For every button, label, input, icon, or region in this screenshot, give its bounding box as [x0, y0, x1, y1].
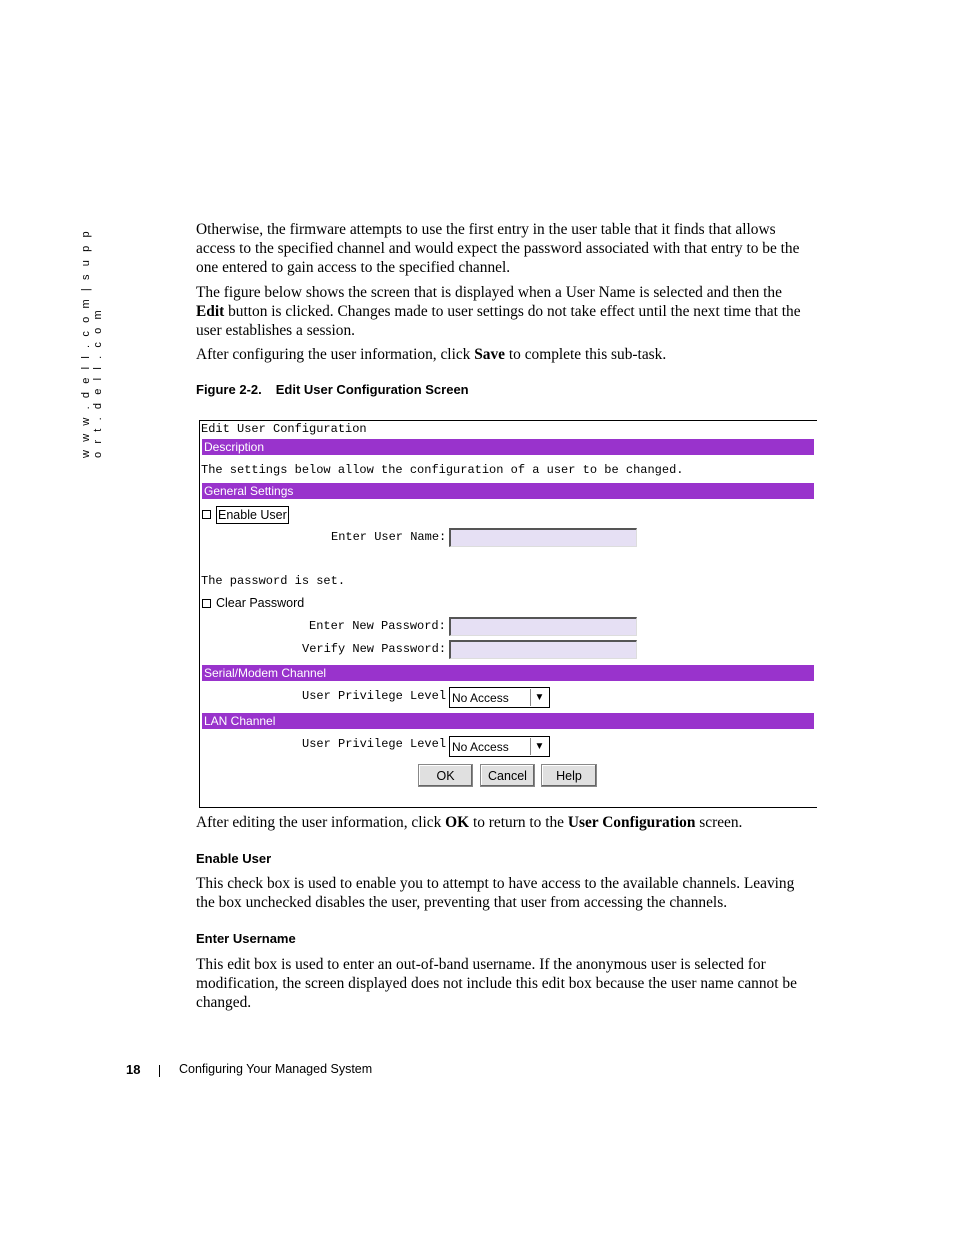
clear-password-checkbox[interactable]: [202, 599, 211, 608]
general-settings-bar: General Settings: [202, 483, 814, 499]
heading-enter-username: Enter Username: [196, 931, 296, 946]
text: button is clicked. Changes made to user settings do not take effect until the next time that the user establishes a session.: [196, 303, 801, 339]
figure-caption: [196, 382, 469, 397]
text: to complete this sub-task.: [505, 346, 667, 363]
text: The figure below shows the screen that is displayed when a User Name is selected and then the: [196, 284, 782, 301]
footer-divider: [159, 1065, 160, 1077]
user-configuration-term: User Configuration: [567, 814, 696, 831]
footer-section-title: Configuring Your Managed System: [179, 1062, 373, 1076]
paragraph-enable-user: This check box is used to enable you to attempt to have access to the available channels. Leaving the box unchecked disables the user, preventing that user from accessing the channels.: [196, 875, 795, 911]
lan-privilege-select[interactable]: [449, 736, 550, 757]
figure-number: Figure 2-2.: [196, 382, 262, 397]
save-term: Save: [474, 346, 506, 363]
paragraph-figure-intro: [196, 283, 814, 340]
enable-user-checkbox[interactable]: [202, 510, 211, 519]
chevron-down-icon[interactable]: ▼: [530, 738, 548, 755]
clear-password-label[interactable]: Clear Password: [216, 596, 305, 610]
text: After editing the user information, click: [196, 814, 446, 831]
side-url: w w w . d e l l . c o m | s u p p o r t . d e l l . c o m: [80, 228, 104, 458]
new-password-label: Enter New Password:: [309, 619, 446, 633]
paragraph-firmware: Otherwise, the firmware attempts to use the first entry in the user table that it finds that allows access to the specified channel and would expect the password associated with that entry to be the one entered to gain access to the specified channel.: [196, 221, 800, 276]
verify-password-label: Verify New Password:: [302, 642, 447, 656]
text: to return to the: [469, 814, 568, 831]
user-name-input[interactable]: [449, 528, 637, 547]
edit-user-screen: [199, 420, 817, 808]
paragraph-save: [196, 345, 814, 364]
serial-privilege-label: User Privilege Level: [302, 689, 447, 703]
serial-privilege-select[interactable]: [449, 687, 550, 708]
serial-privilege-value: No Access: [452, 691, 509, 705]
password-status: The password is set.: [201, 574, 346, 588]
heading-enable-user: Enable User: [196, 851, 272, 866]
screen-title: Edit User Configuration: [201, 422, 367, 436]
description-bar: Description: [202, 439, 814, 455]
text: screen.: [695, 814, 743, 831]
user-name-label: Enter User Name:: [331, 530, 447, 544]
ok-button[interactable]: OK: [418, 764, 473, 787]
serial-modem-bar: Serial/Modem Channel: [202, 665, 814, 681]
chevron-down-icon[interactable]: ▼: [530, 689, 548, 706]
enable-user-label[interactable]: Enable User: [218, 508, 287, 522]
new-password-input[interactable]: [449, 617, 637, 636]
edit-term: Edit: [196, 303, 225, 320]
help-button[interactable]: Help: [541, 764, 597, 787]
paragraph-enter-username: This edit box is used to enter an out-of-band username. If the anonymous user is selected for modification, the screen displayed does not include this edit box because the user name cannot be changed.: [196, 956, 797, 1011]
lan-privilege-value: No Access: [452, 740, 509, 754]
lan-privilege-label: User Privilege Level: [302, 737, 447, 751]
cancel-button[interactable]: Cancel: [480, 764, 535, 787]
paragraph-after-editing: [196, 813, 814, 832]
page-number: 18: [126, 1062, 141, 1077]
lan-channel-bar: LAN Channel: [202, 713, 814, 729]
description-text: The settings below allow the configuration of a user to be changed.: [201, 463, 684, 477]
ok-term: OK: [445, 814, 470, 831]
verify-password-input[interactable]: [449, 640, 637, 659]
figure-title: Edit User Configuration Screen: [275, 382, 469, 397]
text: After configuring the user information, click: [196, 346, 475, 363]
